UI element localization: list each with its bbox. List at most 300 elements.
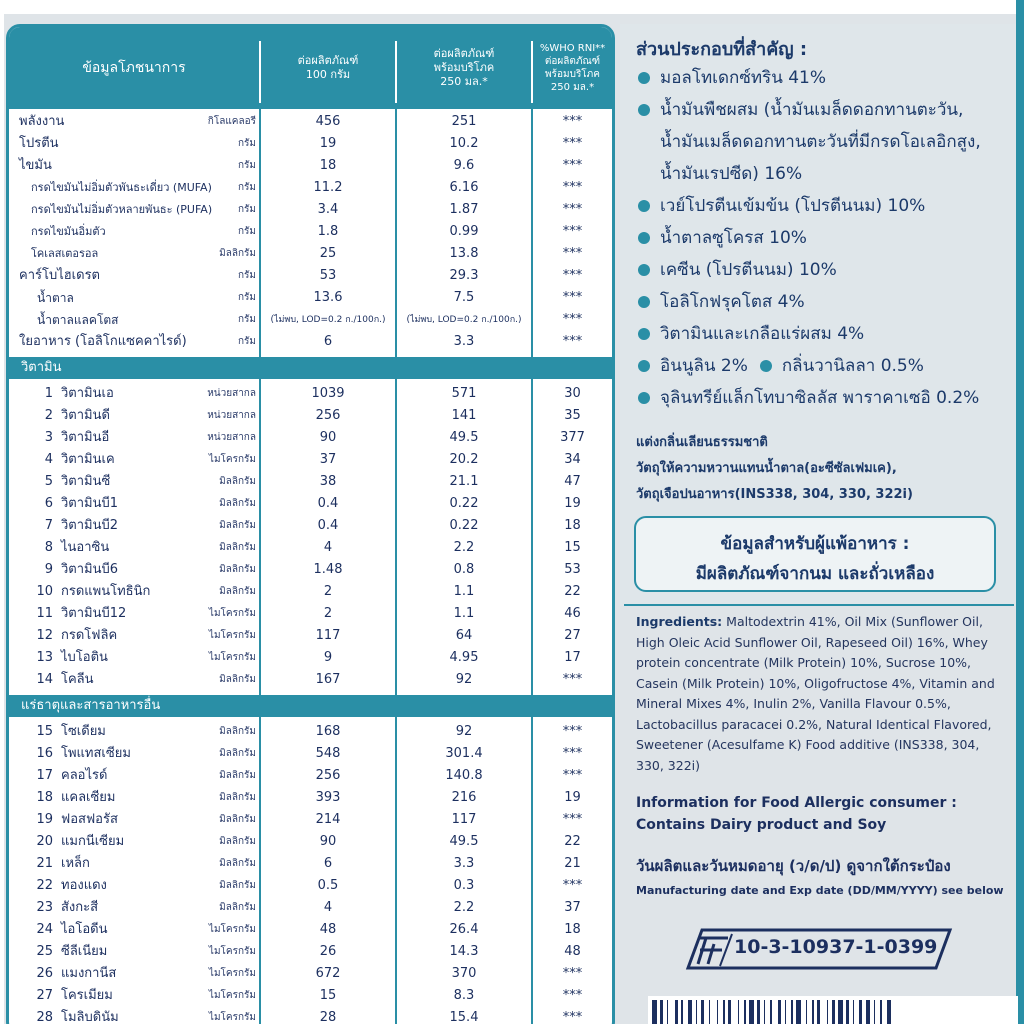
value-per-100g: 168 [315,724,341,739]
value-per-100g: 0.4 [317,496,339,511]
value-who-rni: 17 [564,650,581,665]
barcode-bar [764,1000,766,1024]
value-who-rni: 19 [564,496,581,511]
value-per-250ml: 4.95 [449,650,479,665]
barcode-bar [744,1000,746,1024]
nutrient-unit: มิลลิกรัม [219,248,256,259]
nutrient-name: กรดไขมันไม่อิ่มตัวหลายพันธะ (PUFA) [31,203,213,216]
allergy-en-text: Contains Dairy product and Soy [636,817,887,833]
value-who-rni: *** [562,158,583,173]
nutrient-unit: ไมโครกรัม [208,946,256,957]
column-divider [259,109,261,1024]
header-per-100g: ต่อผลิตภัณฑ์ 100 กรัม [297,54,359,81]
value-who-rni: 30 [564,386,581,401]
value-per-250ml: 2.2 [453,540,475,555]
value-per-100g: 25 [319,246,337,261]
row-number: 23 [36,900,53,915]
barcode-bar [791,1000,793,1024]
table-row [9,515,612,537]
nutrient-unit: ไมโครกรัม [208,454,256,465]
nutrient-name: แมกนีเซียม [61,834,125,849]
table-row [9,559,612,581]
ingredient-item: โอลิโกฟรุคโตส 4% [636,286,1012,318]
row-number: 24 [36,922,53,937]
nutrient-name: โคเลสเตอรอล [31,247,99,260]
nutrient-unit: มิลลิกรัม [219,902,256,913]
value-per-250ml: 49.5 [449,430,479,445]
nutrient-name: ไบโอติน [61,650,108,665]
row-number: 19 [36,812,53,827]
nutrient-unit: มิลลิกรัม [219,542,256,553]
value-who-rni: 47 [564,474,581,489]
barcode-bar [681,1000,683,1024]
value-who-rni: 46 [564,606,581,621]
table-row [9,287,612,309]
allergy-title-th: ข้อมูลสำหรับผู้แพ้อาหาร : [720,534,910,554]
nutrient-name: ไอโอดีน [61,922,108,937]
row-number: 6 [44,496,53,511]
row-number: 13 [36,650,53,665]
value-per-250ml: 301.4 [445,746,483,761]
value-who-rni: *** [562,988,583,1003]
nutrient-unit: มิลลิกรัม [219,476,256,487]
ingredient-item: จุลินทรีย์แล็กโทบาซิลลัส พาราคาเซอิ 0.2% [636,382,1012,414]
row-number: 8 [44,540,53,555]
nutrient-name: สังกะสี [61,900,99,915]
value-per-100g: 19 [319,136,337,151]
value-per-100g: 456 [315,114,341,129]
nutrient-name: ใยอาหาร (โอลิโกแซคคาไรด์) [19,334,187,349]
bullet-icon [638,264,650,276]
nutrient-name: ทองแดง [61,878,107,893]
row-number: 27 [36,988,53,1003]
header-who-rni: %WHO RNI** ต่อผลิตภัณฑ์ พร้อมบริโภค 250 มล.* [539,43,606,93]
header-nutrition-info: ข้อมูลโภชนาการ [82,60,186,76]
value-who-rni: *** [562,672,583,687]
manufacturing-date-en: Manufacturing date and Exp date (DD/MM/YYYY) see below [636,884,1004,897]
section-minerals: แร่ธาตุและสารอาหารอื่น [9,695,612,717]
value-per-100g: 0.4 [317,518,339,533]
ingredients-english [636,612,1008,776]
nutrient-name: โปรตีน [19,136,59,151]
nutrient-name: น้ำตาลแลคโตส [37,313,119,327]
nutrient-unit: กรัม [237,160,256,171]
value-per-100g: 38 [319,474,337,489]
value-per-100g: 393 [315,790,341,805]
value-per-100g: 6 [323,334,333,349]
value-who-rni: *** [562,724,583,739]
row-number: 28 [36,1010,53,1024]
ingredient-item: วิตามินและเกลือแร่ผสม 4% [636,318,1012,350]
value-per-250ml: 2.2 [453,900,475,915]
table-row [9,647,612,669]
value-per-250ml: 6.16 [449,180,479,195]
nutrient-name: โครเมียม [61,988,113,1003]
table-row [9,669,612,691]
ingredient-item-continued: น้ำมันเมล็ดดอกทานตะวันที่มีกรดโอเลอิกสูง, [660,132,981,152]
nutrient-name: โซเดียม [61,724,106,739]
value-per-100g: 6 [323,856,333,871]
barcode-bar [696,1000,698,1024]
value-who-rni: *** [562,1010,583,1024]
nutrient-name: น้ำตาล [37,291,74,305]
nutrient-unit: ไมโครกรัม [208,1012,256,1023]
value-per-250ml: 29.3 [449,268,479,283]
table-row [9,493,612,515]
table-row [9,383,612,405]
barcode-bar [866,1000,871,1024]
bullet-icon [638,232,650,244]
nutrient-name: แคลเซียม [61,790,116,805]
table-row [9,221,612,243]
value-who-rni: *** [562,312,583,327]
row-number: 21 [36,856,53,871]
value-per-100g: 18 [319,158,337,173]
value-per-100g: 4 [323,540,333,555]
barcode-bar [738,1000,740,1024]
barcode-bar [832,1000,835,1024]
nutrient-unit: มิลลิกรัม [219,498,256,509]
value-per-100g: 548 [315,746,341,761]
barcode-bar [880,1000,882,1024]
ingredient-item: อินนูลิน 2% กลิ่นวานิลลา 0.5% [636,350,1012,382]
barcode-bar [770,1000,772,1024]
value-per-100g: 3.4 [317,202,339,217]
row-number: 9 [44,562,53,577]
right-edge-band [1016,0,1024,1024]
nutrient-unit: มิลลิกรัม [219,586,256,597]
nutrient-unit: กรัม [237,182,256,193]
value-per-100g: 37 [319,452,337,467]
nutrient-unit: มิลลิกรัม [219,520,256,531]
table-row [9,537,612,559]
nutrient-name: กรดไขมันอิ่มตัว [31,225,106,238]
nutrient-unit: มิลลิกรัม [219,770,256,781]
nutrient-unit: มิลลิกรัม [219,858,256,869]
barcode-bar [827,1000,829,1024]
table-row [9,941,612,963]
nutrient-unit: มิลลิกรัม [219,726,256,737]
divider [624,604,1014,606]
value-per-250ml: 3.3 [453,856,475,871]
left-edge [0,0,4,1024]
nutrient-unit: หน่วยสากล [207,410,256,421]
nutrient-unit: มิลลิกรัม [219,564,256,575]
value-per-250ml: 64 [455,628,473,643]
value-per-250ml: 26.4 [449,922,479,937]
value-who-rni: *** [562,114,583,129]
nutrient-unit: มิลลิกรัม [219,814,256,825]
value-per-250ml: 1.87 [449,202,479,217]
value-per-250ml: 3.3 [453,334,475,349]
table-row [9,831,612,853]
value-who-rni: 18 [564,518,581,533]
row-number: 25 [36,944,53,959]
barcode-bar [652,1000,657,1024]
bullet-icon [638,104,650,116]
value-per-250ml: 21.1 [449,474,479,489]
barcode [648,996,1018,1024]
nutrient-name: กรดไขมันไม่อิ่มตัวพันธะเดี่ยว (MUFA) [31,181,212,194]
nutrient-unit: กรัม [237,292,256,303]
row-number: 10 [36,584,53,599]
value-who-rni: *** [562,966,583,981]
barcode-bar [749,1000,754,1024]
table-row [9,243,612,265]
barcode-bar [859,1000,862,1024]
value-per-100g: 214 [315,812,341,827]
value-who-rni: *** [562,334,583,349]
nutrient-name: ฟอสฟอรัส [61,812,118,827]
nutrient-name: โพแทสเซียม [61,746,131,761]
barcode-bar [667,1000,669,1024]
bullet-icon [638,296,650,308]
barcode-bar [757,1000,760,1024]
row-number: 22 [36,878,53,893]
ingredients-en-label: Ingredients: [636,614,723,629]
row-number: 11 [36,606,53,621]
top-strip [0,0,1024,14]
nutrient-unit: กรัม [237,314,256,325]
value-per-100g: (ไม่พบ, LOD=0.2 ก./100ก.) [270,315,386,325]
value-per-250ml: 0.22 [449,518,479,533]
row-number: 3 [44,430,53,445]
value-who-rni: *** [562,246,583,261]
nutrient-unit: กิโลแคลอรี [207,116,256,127]
value-per-250ml: 14.3 [449,944,479,959]
ingredient-item: มอลโทเดกซ์ทริน 41% [636,62,1012,94]
table-row [9,405,612,427]
table-row [9,331,612,353]
nutrient-name: โคลีน [61,672,94,687]
value-per-250ml: 1.1 [453,606,475,621]
nutrient-name: แมงกานีส [61,966,117,981]
nutrient-name: วิตามินบี12 [61,606,127,621]
barcode-bar [806,1000,808,1024]
table-row [9,111,612,133]
value-per-250ml: 140.8 [445,768,483,783]
value-per-250ml: 216 [451,790,477,805]
value-per-100g: 26 [319,944,337,959]
row-number: 15 [36,724,53,739]
value-per-100g: 9 [323,650,333,665]
table-row [9,625,612,647]
value-who-rni: *** [562,180,583,195]
barcode-bar [688,1000,693,1024]
barcode-bar [701,1000,704,1024]
value-who-rni: *** [562,224,583,239]
table-row [9,427,612,449]
barcode-bar [853,1000,855,1024]
row-number: 26 [36,966,53,981]
nutrient-name: วิตามินเอ [61,386,114,401]
nutrient-unit: ไมโครกรัม [208,652,256,663]
barcode-bar [717,1000,719,1024]
value-who-rni: *** [562,136,583,151]
fda-logo-icon [698,934,732,966]
nutrient-name: วิตามินบี2 [61,518,119,533]
value-who-rni: *** [562,746,583,761]
table-row [9,1007,612,1024]
value-per-250ml: 0.3 [453,878,475,893]
nutrient-name: วิตามินบี6 [61,562,119,577]
value-per-100g: 1039 [311,386,345,401]
value-per-250ml: 92 [455,672,473,687]
nutrient-unit: มิลลิกรัม [219,792,256,803]
value-per-100g: 2 [323,584,333,599]
ingredient-item-continued: น้ำมันเรปซีด) 16% [660,164,803,184]
value-per-100g: 2 [323,606,333,621]
value-who-rni: 22 [564,584,581,599]
allergy-english [636,792,1008,836]
value-who-rni: 48 [564,944,581,959]
nutrient-unit: ไมโครกรัม [208,968,256,979]
value-per-100g: 4 [323,900,333,915]
nutrient-name: วิตามินอี [61,430,110,445]
barcode-bar [846,1000,849,1024]
barcode-bar [812,1000,814,1024]
table-row [9,309,612,331]
table-row [9,133,612,155]
nutrient-name: เหล็ก [61,856,90,871]
fda-number: 10-3-10937-1-0399 [734,936,938,958]
value-per-100g: 90 [319,834,337,849]
value-who-rni: *** [562,812,583,827]
ingredient-item: น้ำมันพืชผสม (น้ำมันเมล็ดดอกทานตะวัน, [636,94,1012,126]
column-divider [531,109,533,1024]
barcode-bar [709,1000,711,1024]
row-number: 1 [44,386,53,401]
value-who-rni: *** [562,290,583,305]
ingredient-item: เวย์โปรตีนเข้มข้น (โปรตีนนม) 10% [636,190,1012,222]
nutrient-unit: ไมโครกรัม [208,990,256,1001]
bullet-icon [638,200,650,212]
ingredient-item: เคซีน (โปรตีนนม) 10% [636,254,1012,286]
value-per-250ml: 370 [451,966,477,981]
row-number: 12 [36,628,53,643]
ingredients-list [636,62,1012,414]
table-row [9,449,612,471]
table-row [9,853,612,875]
bullet-icon [638,360,650,372]
nutrient-name: คาร์โบไฮเดรต [19,268,100,283]
row-number: 5 [44,474,53,489]
barcode-bar [785,1000,787,1024]
table-row [9,897,612,919]
value-per-250ml: 251 [451,114,477,129]
value-who-rni: 22 [564,834,581,849]
value-per-100g: 256 [315,768,341,783]
nutrient-unit: ไมโครกรัม [208,608,256,619]
nutrient-name: ไขมัน [19,158,52,173]
nutrient-name: ซีลีเนียม [61,944,108,959]
nutrient-name: วิตามินบี1 [61,496,119,511]
row-number: 2 [44,408,53,423]
value-per-250ml: 15.4 [449,1010,479,1024]
table-row [9,743,612,765]
value-per-250ml: 571 [451,386,477,401]
value-per-250ml: 9.6 [453,158,475,173]
value-who-rni: 34 [564,452,581,467]
nutrient-name: วิตามินซี [61,474,111,489]
nutrient-unit: มิลลิกรัม [219,836,256,847]
flavor-note: แต่งกลิ่นเลียนธรรมชาติ [636,435,768,450]
header-per-250ml: ต่อผลิตภัณฑ์ พร้อมบริโภค 250 มล.* [433,47,495,88]
table-row [9,809,612,831]
bullet-icon [638,392,650,404]
value-per-250ml: 49.5 [449,834,479,849]
nutrient-unit: กรัม [237,204,256,215]
barcode-bar [778,1000,781,1024]
barcode-bar [660,1000,663,1024]
table-row [9,155,612,177]
row-number: 17 [36,768,53,783]
barcode-bar [874,1000,876,1024]
table-row [9,471,612,493]
value-per-250ml: (ไม่พบ, LOD=0.2 ก./100ก.) [406,315,522,325]
table-row [9,199,612,221]
barcode-bar [723,1000,725,1024]
row-number: 7 [44,518,53,533]
value-per-250ml: 0.8 [453,562,475,577]
row-number: 16 [36,746,53,761]
value-who-rni: 21 [564,856,581,871]
value-who-rni: 53 [564,562,581,577]
value-who-rni: 37 [564,900,581,915]
value-per-100g: 15 [319,988,337,1003]
value-per-100g: 11.2 [313,180,343,195]
nutrient-unit: มิลลิกรัม [219,674,256,685]
value-per-100g: 13.6 [313,290,343,305]
value-per-100g: 90 [319,430,337,445]
additive-note: วัตถุเจือปนอาหาร(INS338, 304, 330, 322i) [636,487,913,502]
value-who-rni: 35 [564,408,581,423]
value-per-100g: 1.8 [317,224,339,239]
table-row [9,265,612,287]
nutrient-name: วิตามินดี [61,408,110,423]
value-who-rni: *** [562,878,583,893]
nutrient-unit: มิลลิกรัม [219,880,256,891]
section-vitamins: วิตามิน [9,357,612,379]
value-who-rni: *** [562,268,583,283]
value-per-100g: 0.5 [317,878,339,893]
nutrient-unit: ไมโครกรัม [208,630,256,641]
table-row [9,875,612,897]
barcode-bar [728,1000,731,1024]
table-row [9,963,612,985]
value-per-100g: 672 [315,966,341,981]
ingredients-title: ส่วนประกอบที่สำคัญ : [636,39,808,60]
barcode-bar [887,1000,892,1024]
row-number: 14 [36,672,53,687]
nutrient-unit: หน่วยสากล [207,388,256,399]
value-who-rni: *** [562,768,583,783]
value-per-250ml: 0.22 [449,496,479,511]
table-row [9,177,612,199]
value-who-rni: 19 [564,790,581,805]
nutrient-unit: กรัม [237,226,256,237]
value-who-rni: 15 [564,540,581,555]
allergy-box-th [634,516,996,592]
allergy-en-title: Information for Food Allergic consumer : [636,795,957,811]
barcode-bar [675,1000,678,1024]
nutrient-unit: ไมโครกรัม [208,924,256,935]
table-row [9,721,612,743]
sweetener-note: วัตถุให้ความหวานแทนน้ำตาล(อะซีซัลเฟมเค), [636,461,897,476]
value-per-100g: 167 [315,672,341,687]
value-per-250ml: 141 [451,408,477,423]
table-row [9,765,612,787]
